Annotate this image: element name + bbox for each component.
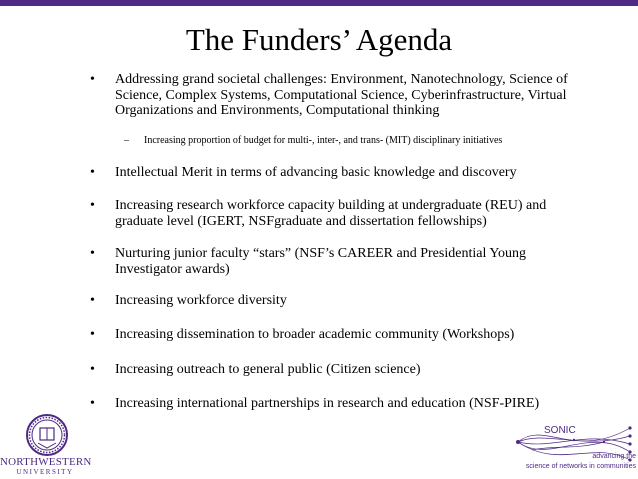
bullet-text: Increasing outreach to general public (Citizen science): [115, 362, 421, 377]
university-name: NORTHWESTERN: [0, 456, 92, 468]
bullet-marker: •: [90, 72, 95, 87]
university-sub: UNIVERSITY: [16, 468, 74, 476]
bullet-text: Intellectual Merit in terms of advancing basic knowledge and discovery: [115, 165, 517, 180]
bullet-text: Addressing grand societal challenges: Environment, Nanotechnology, Science of Science, Complex Systems, Computational Science, Cyberinfrastructure, Virtual Organizations and Environments, Computational thinking: [115, 72, 568, 118]
bullet-marker: •: [90, 198, 95, 213]
bullet-marker: •: [90, 396, 95, 411]
sonic-title: SONIC: [544, 425, 576, 436]
northwestern-wordmark: [0, 457, 90, 476]
bullet-marker: •: [90, 327, 95, 342]
bullet-marker: •: [90, 362, 95, 377]
bullet-text: Increasing dissemination to broader academic community (Workshops): [115, 327, 515, 342]
sub-bullet-marker: –: [124, 135, 129, 146]
bullet-marker: •: [90, 246, 95, 261]
bullet-text: Increasing workforce diversity: [115, 293, 287, 308]
sub-bullet-text: Increasing proportion of budget for multi-, inter-, and trans- (MIT) disciplinary initiatives: [144, 135, 503, 146]
sonic-tagline-1: advancing the: [592, 453, 636, 460]
sonic-tagline-2: science of networks in communities: [525, 463, 636, 470]
slide-title: The Funders’ Agenda: [185, 22, 453, 57]
bullet-marker: •: [90, 165, 95, 180]
bullet-text: Nurturing junior faculty “stars” (NSF’s CAREER and Presidential Young Investigator awards): [115, 246, 527, 277]
bullet-text: Increasing international partnerships in research and education (NSF-PIRE): [115, 396, 540, 411]
bullet-text: Increasing research workforce capacity building at undergraduate (REU) and graduate level (IGERT, NSFgraduate and dissertation fellowships): [115, 198, 547, 229]
bullet-marker: •: [90, 293, 95, 308]
